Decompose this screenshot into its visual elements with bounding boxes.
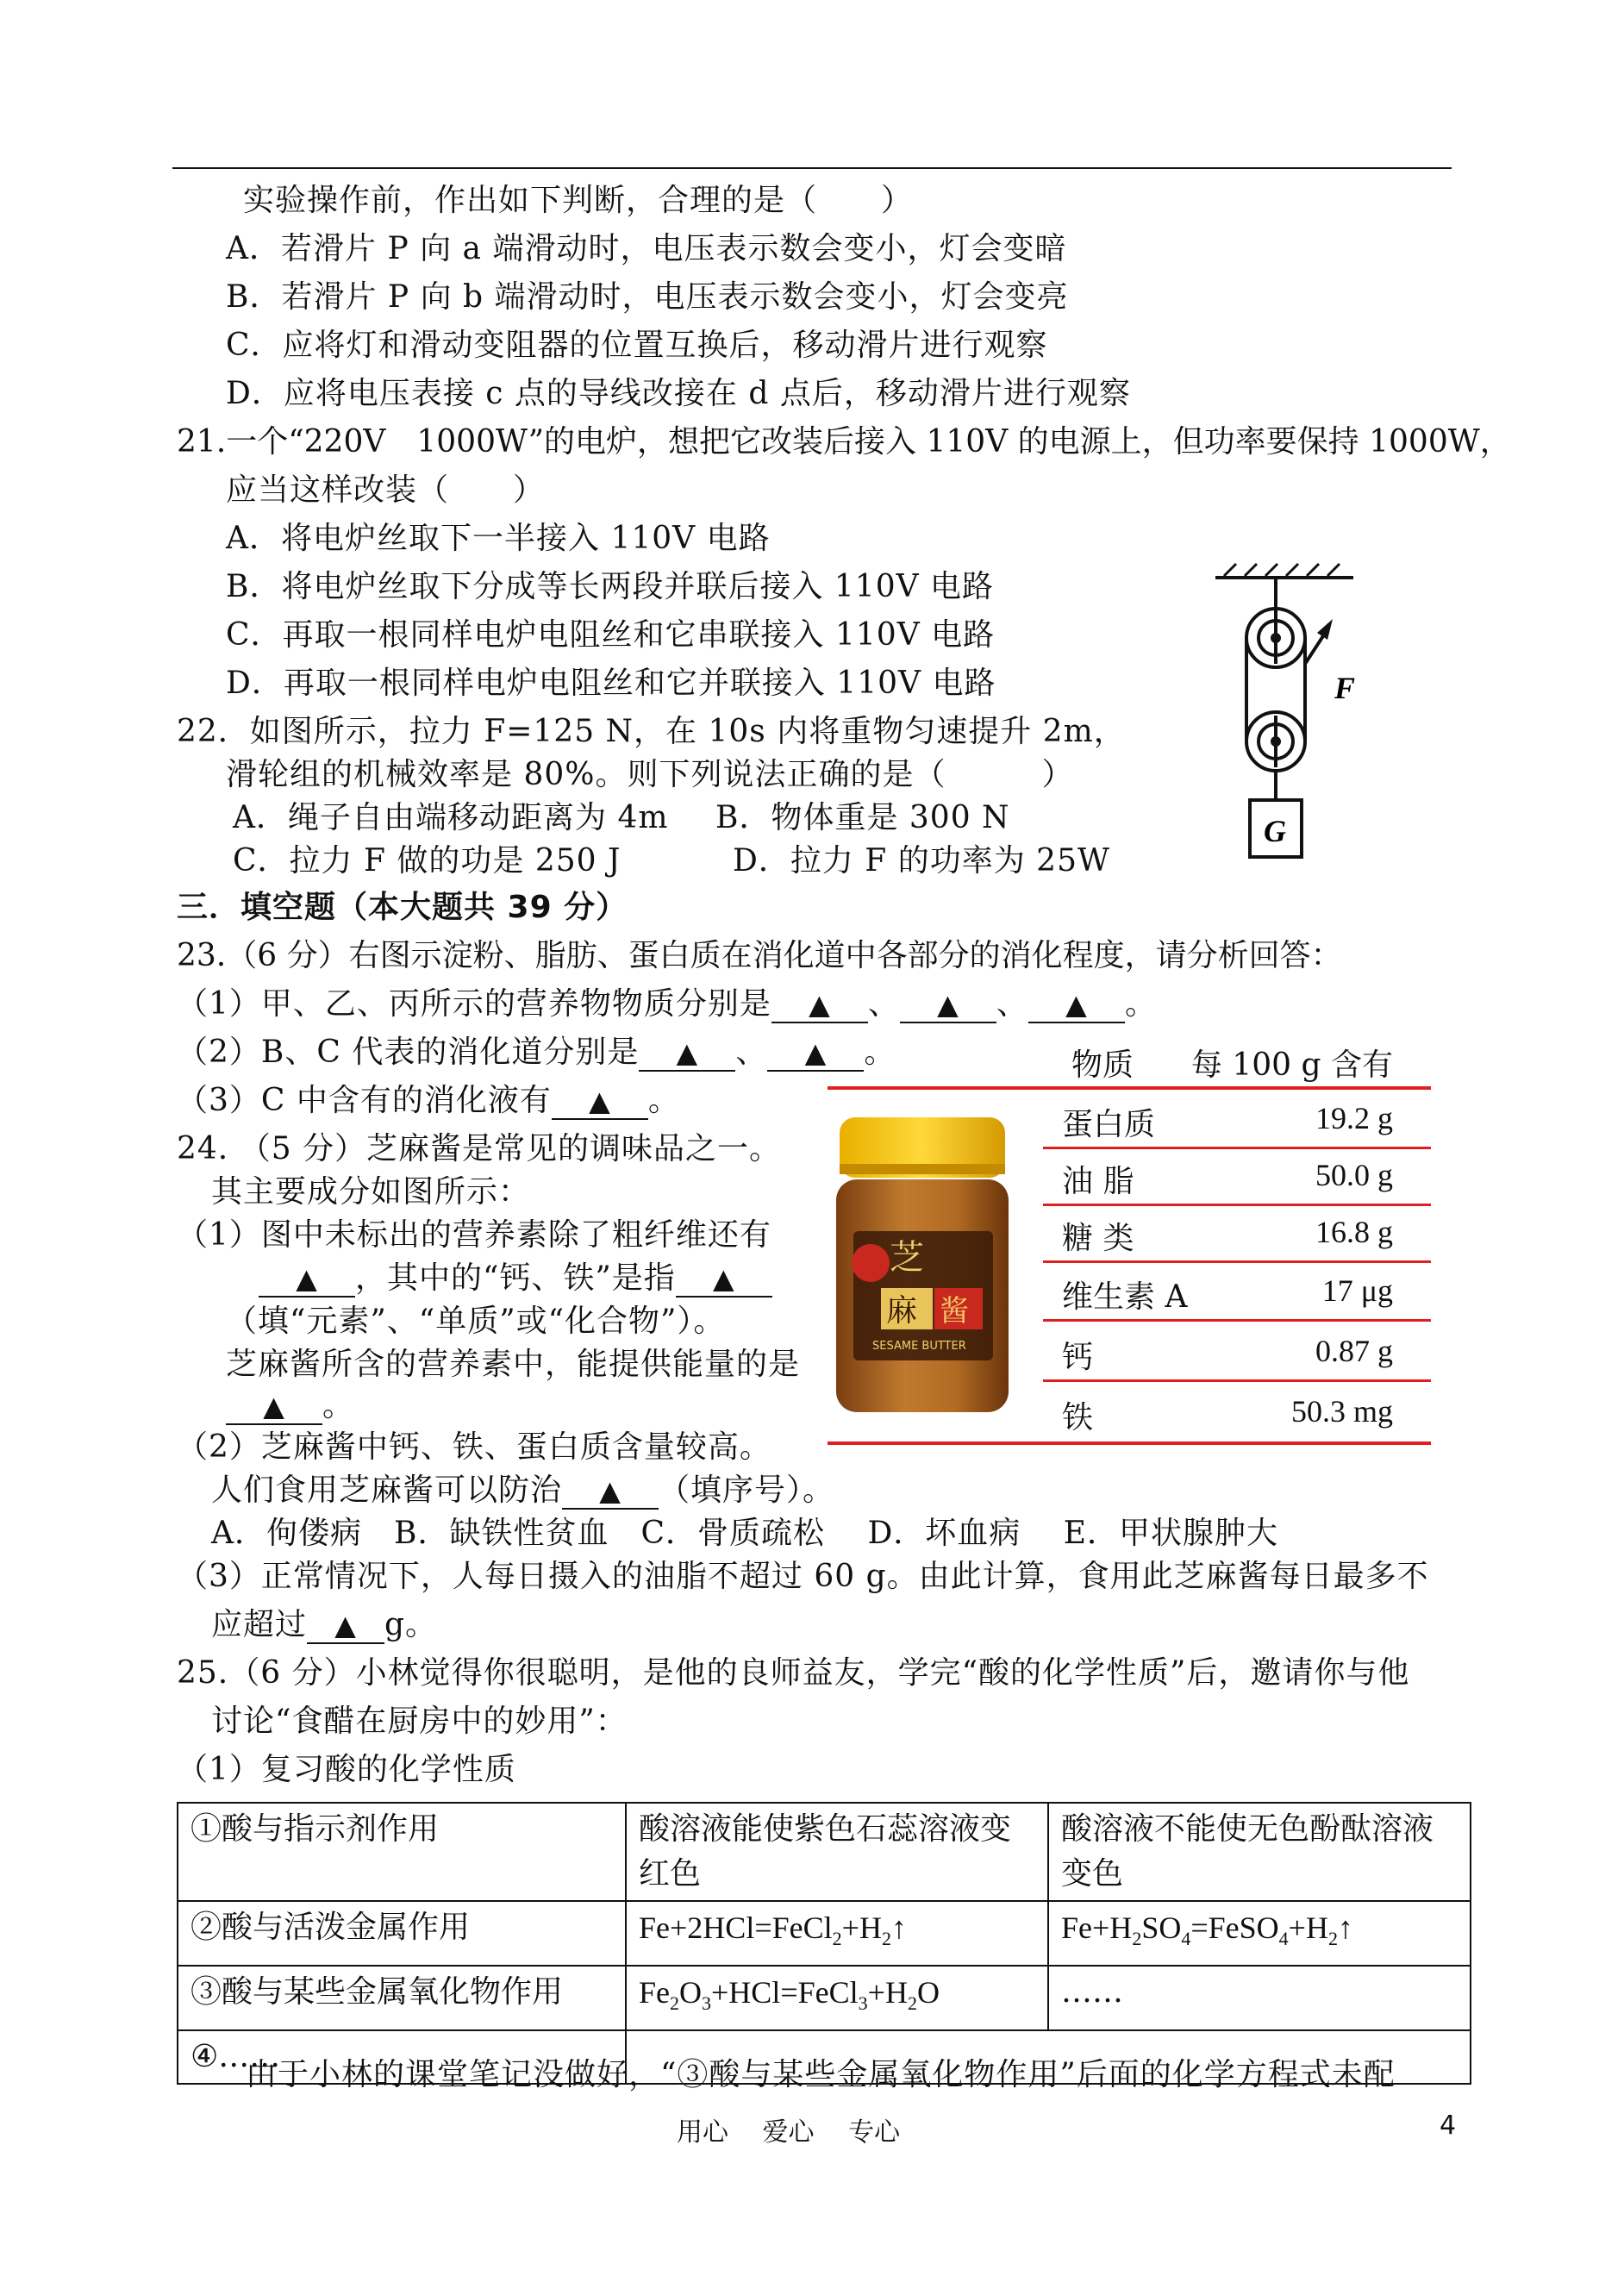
q23-part2-text: （2）B、C 代表的消化道分别是 bbox=[177, 1035, 640, 1070]
acid-cell: ③酸与某些金属氧化物作用 bbox=[178, 1966, 626, 2030]
blank-mark: ▲ bbox=[599, 1474, 621, 1507]
q24-stem: 24. （5 分）芝麻酱是常见的调味品之一。 bbox=[177, 1131, 782, 1166]
acid-equation: $Fe_2O_3+HCl=FeCl_3+H_2O$ bbox=[626, 1966, 1048, 2030]
q20-stem: 实验操作前，作出如下判断，合理的是（ ） bbox=[243, 183, 914, 218]
q24-part2b bbox=[211, 1471, 834, 1510]
q23-part1: （1）甲、乙、丙所示的营养物物质分别是 ▲ 、 ▲ 、 ▲ 。 bbox=[177, 986, 1157, 1022]
q23-part2: （2）B、C 代表的消化道分别是 ▲ 、 ▲ 。 bbox=[177, 1035, 896, 1070]
q25-continuation: 由于小林的课堂笔记没做好，“③酸与某些金属氧化物作用”后面的化学方程式未配 bbox=[246, 2057, 1396, 2092]
nutrition-row-value: 16.8 g bbox=[1315, 1215, 1393, 1249]
blank-mark: ▲ bbox=[809, 988, 831, 1021]
q24-part3a: （3）正常情况下，人每日摄入的油脂不超过 60 g。由此计算，食用此芝麻酱每日最多不 bbox=[177, 1559, 1429, 1594]
q24-part3b bbox=[211, 1605, 437, 1645]
q24-blank-1[interactable] bbox=[259, 1261, 355, 1298]
pulley-weight-label: G bbox=[1264, 814, 1286, 848]
acid-cell: 酸溶液能使紫色石蕊溶液变红色 bbox=[626, 1803, 1048, 1901]
q23-blank-3[interactable] bbox=[1028, 987, 1125, 1023]
q20-option-c: C．应将灯和滑动变阻器的位置互换后，移动滑片进行观察 bbox=[226, 328, 1048, 363]
q25-part1: （1）复习酸的化学性质 bbox=[177, 1752, 516, 1787]
nutrition-row-value: 50.3 mg bbox=[1290, 1394, 1393, 1429]
nutrition-row-name: 糖 类 bbox=[1062, 1221, 1134, 1256]
q20-option-b: B．若滑片 P 向 b 端滑动时，电压表示数会变小，灯会变亮 bbox=[226, 279, 1069, 315]
q25-stem: 25.（6 分）小林觉得你很聪明，是他的良师益友，学完“酸的化学性质”后，邀请你与他 bbox=[177, 1655, 1410, 1691]
q22-option-c: C．拉力 F 做的功是 250 J bbox=[233, 843, 621, 879]
table-row bbox=[178, 1966, 1471, 2030]
q25-stem-cont: 讨论“食醋在厨房中的妙用”： bbox=[211, 1704, 628, 1739]
acid-cell: ②酸与活泼金属作用 bbox=[178, 1901, 626, 1966]
table-row bbox=[178, 1803, 1471, 1901]
table-row bbox=[178, 1901, 1471, 1966]
q23-blank-2[interactable] bbox=[900, 987, 996, 1023]
jar-brand: SESAME BUTTER bbox=[872, 1340, 966, 1353]
q24-part3b-text: 应超过 bbox=[211, 1607, 308, 1642]
pulley-diagram bbox=[1207, 560, 1371, 866]
footer-motto: 用心 爱心 专心 bbox=[677, 2117, 901, 2148]
q24-part1b bbox=[259, 1259, 772, 1298]
q21-option-d: D．再取一根同样电炉电阻丝和它并联接入 110V 电路 bbox=[226, 666, 996, 701]
acid-equation: $Fe+H_2SO_4=FeSO_4+H_2↑$ bbox=[1048, 1901, 1471, 1966]
nutrition-rule-top bbox=[828, 1086, 1431, 1090]
section-3-heading: 三．填空题（本大题共 39 分） bbox=[177, 890, 628, 925]
q21-stem: 21.一个“220V 1000W”的电炉，想把它改装后接入 110V 的电源上，但功率要保持 1000W， bbox=[177, 424, 1511, 460]
q23-blank-6[interactable] bbox=[552, 1084, 648, 1120]
blank-mark: ▲ bbox=[263, 1390, 285, 1423]
header-rule bbox=[172, 167, 1452, 169]
jar-char-1: 芝 bbox=[890, 1238, 924, 1278]
q24-part1d: 芝麻酱所含的营养素中，能提供能量的是 bbox=[226, 1347, 801, 1382]
q23-part3: （3）C 中含有的消化液有 ▲ 。 bbox=[177, 1083, 680, 1118]
q24-stem-cont: 其主要成分如图所示： bbox=[211, 1174, 531, 1210]
blank-mark: ▲ bbox=[676, 1036, 699, 1069]
nutrition-header bbox=[828, 1046, 1431, 1085]
q21-option-b: B．将电炉丝取下分成等长两段并联后接入 110V 电路 bbox=[226, 569, 995, 604]
q24-part2c-text: （填序号）。 bbox=[659, 1473, 835, 1508]
blank-mark: ▲ bbox=[589, 1085, 611, 1117]
blank-mark: ▲ bbox=[334, 1609, 357, 1642]
nutrition-rule-bottom bbox=[828, 1441, 1431, 1445]
nutrition-rule bbox=[1043, 1379, 1431, 1382]
nutrition-row-name: 维生素 A bbox=[1062, 1279, 1188, 1315]
q23-part1-text: （1）甲、乙、丙所示的营养物物质分别是 bbox=[177, 986, 771, 1022]
nutrition-row-name: 铁 bbox=[1062, 1400, 1094, 1435]
jar-char-3: 酱 bbox=[940, 1294, 969, 1329]
acid-equation: $Fe+2HCl=FeCl_2+H_2↑$ bbox=[626, 1901, 1048, 1966]
pulley-force-label: F bbox=[1334, 671, 1356, 705]
acid-cell: …… bbox=[1048, 1966, 1471, 2030]
nutrition-row-value: 50.0 g bbox=[1315, 1158, 1393, 1192]
q23-stem: 23.（6 分）右图示淀粉、脂肪、蛋白质在消化道中各部分的消化程度，请分析回答： bbox=[177, 938, 1342, 973]
q23-blank-1[interactable] bbox=[771, 987, 868, 1023]
acid-properties-table bbox=[177, 1802, 1471, 2085]
q21-option-a: A．将电炉丝取下一半接入 110V 电路 bbox=[226, 521, 771, 556]
acid-cell: ④…… bbox=[178, 2030, 626, 2084]
q24-part1c: （填“元素”、“单质”或“化合物”）。 bbox=[226, 1304, 726, 1339]
q24-blank-5[interactable] bbox=[307, 1608, 384, 1644]
q22-stem: 22．如图所示，拉力 F=125 N，在 10s 内将重物匀速提升 2m， bbox=[177, 714, 1126, 749]
acid-cell: 酸溶液不能使无色酚酞溶液变色 bbox=[1048, 1803, 1471, 1901]
blank-mark: ▲ bbox=[713, 1262, 735, 1295]
q24-part1a: （1）图中未标出的营养素除了粗纤维还有 bbox=[177, 1217, 771, 1253]
blank-mark: ▲ bbox=[1065, 988, 1088, 1021]
q24-blank-4[interactable] bbox=[562, 1473, 659, 1510]
q24-part2b-text: 人们食用芝麻酱可以防治 bbox=[211, 1473, 563, 1508]
nutrition-row-value: 19.2 g bbox=[1315, 1101, 1393, 1135]
nutrition-header-amount: 每 100 g 含有 bbox=[1190, 1047, 1393, 1083]
nutrition-row-name: 钙 bbox=[1062, 1340, 1094, 1375]
blank-mark: ▲ bbox=[804, 1036, 828, 1069]
nutrition-rule bbox=[1043, 1204, 1431, 1206]
nutrition-row-name: 油 脂 bbox=[1062, 1164, 1134, 1199]
q24-options: A．佝偻病 B．缺铁性贫血 C．骨质疏松 D．坏血病 E．甲状腺肿大 bbox=[211, 1516, 1279, 1551]
q20-option-d: D．应将电压表接 c 点的导线改接在 d 点后，移动滑片进行观察 bbox=[226, 376, 1131, 411]
q21-stem-cont: 应当这样改装（ ） bbox=[226, 472, 546, 508]
q23-part3-text: （3）C 中含有的消化液有 bbox=[177, 1083, 552, 1118]
nutrition-rule bbox=[1043, 1319, 1431, 1322]
q24-part2a: （2）芝麻酱中钙、铁、蛋白质含量较高。 bbox=[177, 1429, 771, 1465]
q20-option-a: A．若滑片 P 向 a 端滑动时，电压表示数会变小，灯会变暗 bbox=[226, 231, 1067, 266]
blank-mark: ▲ bbox=[937, 988, 959, 1021]
q24-part1e: ▲ 。 bbox=[226, 1386, 354, 1426]
q24-blank-3[interactable] bbox=[226, 1389, 322, 1425]
acid-cell: ①酸与指示剂作用 bbox=[178, 1803, 626, 1901]
q21-option-c: C．再取一根同样电炉电阻丝和它串联接入 110V 电路 bbox=[226, 617, 996, 653]
q23-blank-4[interactable] bbox=[639, 1035, 735, 1072]
q22-option-a: A．绳子自由端移动距离为 4m bbox=[233, 800, 669, 835]
jar-char-2: 麻 bbox=[886, 1293, 918, 1329]
q24-part1b-text: ，其中的“钙、铁”是指 bbox=[355, 1260, 676, 1296]
q24-blank-2[interactable] bbox=[676, 1261, 772, 1298]
nutrition-header-substance: 物质 bbox=[1071, 1047, 1134, 1083]
sesame-jar-image bbox=[828, 1112, 1017, 1423]
nutrition-row-name: 蛋白质 bbox=[1062, 1107, 1156, 1142]
q22-option-b: B．物体重是 300 N bbox=[715, 800, 1010, 835]
q22-option-d: D．拉力 F 的功率为 25W bbox=[733, 843, 1110, 879]
nutrition-rule bbox=[1043, 1147, 1431, 1149]
nutrition-row-value: 0.87 g bbox=[1315, 1334, 1393, 1368]
blank-mark: ▲ bbox=[296, 1262, 318, 1295]
q22-stem-cont: 滑轮组的机械效率是 80%。则下列说法正确的是（ ） bbox=[226, 757, 1074, 792]
q24-part3c-text: g。 bbox=[384, 1607, 438, 1642]
nutrition-rule bbox=[1043, 1260, 1431, 1263]
nutrition-row-value: 17 μg bbox=[1321, 1273, 1393, 1308]
page-number: 4 bbox=[1440, 2111, 1457, 2141]
